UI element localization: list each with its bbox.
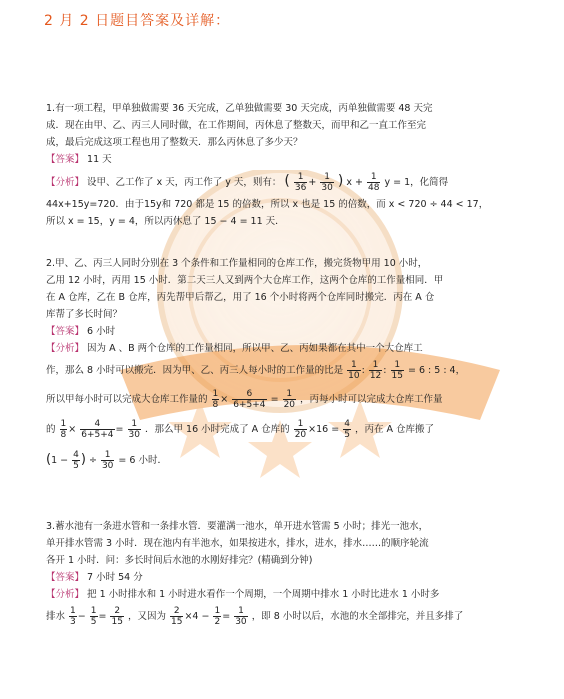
question-2-line-2: 乙用 12 小时，丙用 15 小时．第二天三人又到两个大仓库工作，这两个仓库的工作量相同．甲	[46, 275, 444, 286]
answer-value: 11 天	[87, 154, 112, 165]
question-2-line-3: 在 A 仓库，乙在 B 仓库，丙先帮甲后帮乙，用了 16 个小时将两个仓库同时搬完．丙在 A 仓	[46, 292, 435, 303]
analysis-2-line-3: 所以甲每小时可以完成大仓库工作量的 $\frac{1}{8}$ × $\frac{6}{6+5+4}$ = $\frac{1}{20}$ ，丙每小时可以完成大仓库工作量	[46, 389, 443, 410]
fraction: $\frac{2}{15}$	[111, 606, 123, 627]
fraction: $\frac{1}{20}$	[294, 419, 307, 440]
analysis-text: 设甲、乙工作了 x 天，丙工作了 y 天，则有：	[87, 177, 282, 188]
analysis-1-line-2: 44x+15y=720．由于15y和 720 都是 15 的倍数，所以 x 也是 15 的倍数，而 x < 720 ÷ 44 < 17，	[46, 199, 489, 210]
fraction: $\frac{4}{5}$	[344, 419, 350, 440]
fraction: $\frac{1}{5}$	[90, 606, 97, 627]
fraction: $\frac{1}{20}$	[283, 389, 296, 410]
question-3-line-2: 单开排水管需 3 小时．现在池内有半池水，如果按进水，排水，进水，排水……的顺序轮流	[46, 538, 429, 549]
answer-tag: 【答案】	[46, 326, 85, 337]
analysis-tag: 【分析】	[46, 589, 85, 600]
analysis-3-line-1: 【分析】 把 1 小时排水和 1 小时进水看作一个周期，一个周期中排水 1 小时比进水 1 小时多	[46, 589, 440, 600]
fraction: $\frac{1}{48}$	[367, 172, 380, 193]
fraction: $\frac{1}{10}$	[348, 360, 360, 381]
fraction: $\frac{1}{3}$	[70, 606, 76, 627]
fraction: $\frac{1}{2}$	[214, 606, 221, 627]
question-2-line-4: 库帮了多长时间？	[46, 309, 123, 320]
answer-value: 7 小时 54 分	[87, 572, 143, 583]
analysis-3-line-2: 排水 $\frac{1}{3}$ − $\frac{1}{5}$ = $\frac{2}{15}$ ，又因为 $\frac{2}{15}$ ×4 − $\frac{1}{2}$ = $\frac{1}{30}$ ，即 8 小时以后，水池的水全部排完，并且多排了	[46, 606, 464, 627]
fraction: $\frac{2}{15}$	[171, 606, 183, 627]
fraction: $\frac{1}{36}$	[294, 172, 307, 193]
question-1-line-1: 1.有一项工程，甲单独做需要 36 天完成，乙单独做需要 30 天完成，丙单独做需要 48 天完	[46, 103, 433, 114]
analysis-2-line-5: (1 − $\frac{4}{5}$ ) ÷ $\frac{1}{30}$ = 6 小时．	[46, 450, 167, 471]
analysis-2-line-2: 作，那么 8 小时可以搬完．因为甲、乙、丙三人每小时的工作量的比是 $\frac{1}{10}$ : $\frac{1}{12}$ : $\frac{1}{15}$ = 6 : 5 : 4，	[46, 360, 466, 381]
analysis-tag: 【分析】	[46, 343, 85, 354]
analysis-1-line-1: 【分析】 设甲、乙工作了 x 天，丙工作了 y 天，则有： ( $\frac{1}{36}$ + $\frac{1}{30}$ ) x + $\frac{1}{48}$ y = 1，化简得	[46, 172, 449, 193]
fraction: $\frac{1}{30}$	[321, 172, 333, 193]
analysis-tag: 【分析】	[46, 177, 85, 188]
answer-3	[46, 569, 546, 586]
answer-2	[46, 323, 546, 340]
analysis-2-line-1: 【分析】 因为 A 、B 两个仓库的工作量相同，所以甲、乙、丙如果都在其中一个大仓库工	[46, 343, 423, 354]
question-1-line-2: 成．现在由甲、乙、丙三人同时做，在工作期间，丙休息了整数天，而甲和乙一直工作至完	[46, 120, 427, 131]
question-1	[46, 100, 546, 230]
fraction: $\frac{1}{12}$	[369, 360, 382, 381]
question-2-line-1: 2.甲、乙、丙三人同时分别在 3 个条件和工作量相同的仓库工作，搬完货物甲用 10 小时，	[46, 258, 428, 269]
fraction: $\frac{1}{30}$	[101, 450, 114, 471]
fraction: $\frac{1}{8}$	[212, 389, 219, 410]
fraction: $\frac{1}{8}$	[60, 419, 67, 440]
page-title: 2 月 2 日题目答案及详解：	[44, 13, 231, 29]
fraction: $\frac{6}{6+5+4}$	[233, 389, 266, 410]
question-2	[46, 255, 546, 476]
analysis-2-line-4: 的 $\frac{1}{8}$ × $\frac{4}{6+5+4}$ = $\frac{1}{30}$ ．那么甲 16 小时完成了 A 仓库的 $\frac{1}{20}$ ×16 = $\frac{4}{5}$ ，丙在 A 仓库搬了	[46, 419, 435, 440]
fraction: $\frac{4}{5}$	[73, 450, 79, 471]
question-3-line-3: 各开 1 小时．问：多长时间后水池的水刚好排完？(精确到分钟)	[46, 555, 313, 566]
fraction: $\frac{1}{15}$	[391, 360, 403, 381]
answer-value: 6 小时	[87, 326, 116, 337]
answer-1	[46, 151, 546, 168]
answer-tag: 【答案】	[46, 154, 85, 165]
analysis-1-line-3: 所以 x = 15，y = 4，所以丙休息了 15 − 4 = 11 天．	[46, 216, 285, 227]
fraction: $\frac{1}{30}$	[128, 419, 140, 440]
answer-tag: 【答案】	[46, 572, 85, 583]
fraction: $\frac{1}{30}$	[235, 606, 247, 627]
question-3	[46, 518, 546, 631]
question-3-line-1: 3.蓄水池有一条进水管和一条排水管．要灌满一池水，单开进水管需 5 小时；排光一池水，	[46, 521, 429, 532]
fraction: $\frac{4}{6+5+4}$	[81, 419, 114, 440]
question-1-line-3: 成，最后完成这项工程也用了整数天．那么丙休息了多少天？	[46, 137, 303, 148]
